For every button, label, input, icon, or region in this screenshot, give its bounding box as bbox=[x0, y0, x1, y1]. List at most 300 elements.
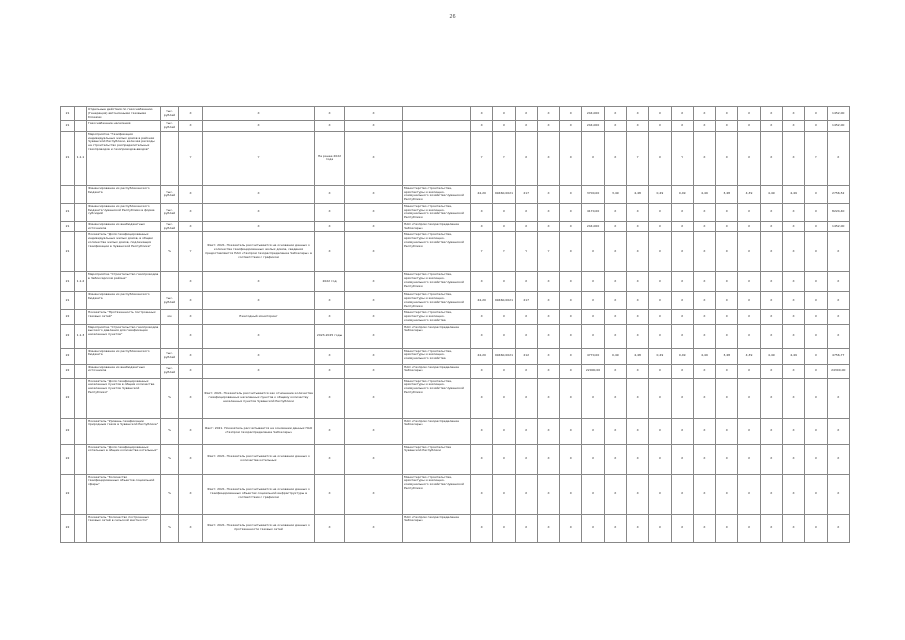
source-cell: Х bbox=[345, 131, 403, 185]
sub-index bbox=[75, 348, 87, 364]
row-index: 22 bbox=[61, 474, 75, 514]
value-cell: Х bbox=[515, 324, 537, 348]
value-cell: Х bbox=[782, 514, 804, 542]
responsible-cell bbox=[403, 121, 471, 132]
period-cell: Х bbox=[315, 121, 345, 132]
type-cell: Y bbox=[179, 131, 203, 185]
value-cell: Х bbox=[493, 310, 515, 324]
value-cell: Х bbox=[738, 324, 760, 348]
row-index: 21 bbox=[61, 232, 75, 272]
value-cell: Х bbox=[671, 474, 693, 514]
value-cell: Х bbox=[738, 121, 760, 132]
value-cell: Х bbox=[604, 272, 626, 292]
value-cell: Y bbox=[626, 131, 648, 185]
value-cell: Х bbox=[626, 292, 648, 310]
type-cell: Х bbox=[179, 324, 203, 348]
type-cell: Х bbox=[179, 444, 203, 474]
method-cell: Факт: 2021. Показатель рассчитывается как отношение количества газифицированных населенных пунктов к общему количеству населенных пунктов Чувашской Республики bbox=[203, 378, 315, 418]
unit-cell: тыс. рублей bbox=[161, 292, 179, 310]
responsible-cell bbox=[403, 107, 471, 121]
value-cell: Х bbox=[537, 474, 559, 514]
table-row bbox=[61, 348, 850, 364]
unit-cell: тыс. рублей bbox=[161, 121, 179, 132]
value-cell: Х bbox=[805, 444, 827, 474]
value-cell: 4,39 bbox=[738, 348, 760, 364]
sub-index: 1.1.1 bbox=[75, 131, 87, 185]
value-cell: Х bbox=[805, 514, 827, 542]
item-name: Показатель "Протяженность построенных газовых сетей" bbox=[87, 310, 161, 324]
type-cell: X bbox=[179, 203, 203, 221]
value-cell: Х bbox=[493, 203, 515, 221]
value-cell: Х bbox=[537, 121, 559, 132]
value-cell: Х bbox=[827, 310, 850, 324]
value-cell: Х bbox=[560, 292, 582, 310]
source-cell: Х bbox=[345, 292, 403, 310]
value-cell: Х bbox=[649, 364, 671, 378]
value-cell: Х bbox=[671, 107, 693, 121]
value-cell: 3700,00 bbox=[582, 185, 604, 203]
value-cell: Х bbox=[671, 444, 693, 474]
value-cell: Х bbox=[493, 272, 515, 292]
period-cell: Х bbox=[315, 232, 345, 272]
value-cell: Х bbox=[626, 364, 648, 378]
value-cell: Х bbox=[604, 474, 626, 514]
method-cell: Факт: 2021. Показатель рассчитывается на основании данных ПАО «Газпром газораспределение Чебоксары» bbox=[203, 418, 315, 444]
row-index: 22 bbox=[61, 444, 75, 474]
value-cell: Y bbox=[493, 131, 515, 185]
value-cell: Х bbox=[805, 378, 827, 418]
value-cell: Х bbox=[560, 348, 582, 364]
value-cell: Х bbox=[560, 514, 582, 542]
value-cell: 3,49 bbox=[604, 185, 626, 203]
value-cell: Х bbox=[693, 221, 715, 232]
row-index: 22 bbox=[61, 514, 75, 542]
value-cell: Х bbox=[649, 121, 671, 132]
item-name: Показатель "Количество построенных газовых сетей в сельской местности" bbox=[87, 514, 161, 542]
row-index: 22 bbox=[61, 324, 75, 348]
value-cell: 244,000 bbox=[582, 107, 604, 121]
value-cell: Х bbox=[471, 418, 493, 444]
value-cell: Х bbox=[626, 121, 648, 132]
value-cell: Х bbox=[560, 131, 582, 185]
value-cell: Х bbox=[626, 232, 648, 272]
sub-index bbox=[75, 232, 87, 272]
value-cell: 0,49 bbox=[649, 348, 671, 364]
item-name: Показатель "Доля газифицированных индивидуальных жилых домов, в общем количестве жилых домов, подлежащих газификации в Чувашской Республике" bbox=[87, 232, 161, 272]
value-cell: Х bbox=[827, 444, 850, 474]
value-cell: Х bbox=[760, 324, 782, 348]
value-cell: Х bbox=[671, 418, 693, 444]
value-cell: Х bbox=[805, 221, 827, 232]
value-cell: Х bbox=[515, 131, 537, 185]
value-cell: 44,20 bbox=[471, 185, 493, 203]
item-name: Финансирование из внебюджетных источников bbox=[87, 221, 161, 232]
sub-index bbox=[75, 364, 87, 378]
value-cell: Х bbox=[582, 514, 604, 542]
value-cell: Х bbox=[582, 292, 604, 310]
item-name: Отдельные действия по газоснабжению (Генерация) автономными газовыми блоками bbox=[87, 107, 161, 121]
value-cell: Х bbox=[760, 232, 782, 272]
method-cell: Х bbox=[203, 324, 315, 348]
value-cell: 4756,77 bbox=[827, 348, 850, 364]
value-cell: Х bbox=[537, 185, 559, 203]
sub-index: 1.1.2 bbox=[75, 272, 87, 292]
value-cell: Х bbox=[693, 364, 715, 378]
value-cell: Х bbox=[493, 324, 515, 348]
source-cell: Х bbox=[345, 324, 403, 348]
value-cell: Х bbox=[738, 418, 760, 444]
unit-cell: % bbox=[161, 232, 179, 272]
value-cell: Х bbox=[515, 272, 537, 292]
value-cell: Х bbox=[760, 418, 782, 444]
value-cell: Х bbox=[760, 121, 782, 132]
value-cell: Х bbox=[716, 418, 738, 444]
value-cell: Х bbox=[604, 107, 626, 121]
value-cell: Х bbox=[805, 364, 827, 378]
value-cell: Х bbox=[805, 203, 827, 221]
method-cell: Х bbox=[203, 292, 315, 310]
sub-index bbox=[75, 221, 87, 232]
value-cell: Х bbox=[716, 232, 738, 272]
value-cell: Х bbox=[716, 444, 738, 474]
value-cell: Х bbox=[760, 203, 782, 221]
unit-cell: % bbox=[161, 474, 179, 514]
value-cell: Х bbox=[760, 474, 782, 514]
value-cell: Х bbox=[537, 364, 559, 378]
value-cell: Х bbox=[716, 203, 738, 221]
value-cell: Х bbox=[626, 310, 648, 324]
value-cell: 44,20 bbox=[471, 292, 493, 310]
type-cell: X bbox=[179, 292, 203, 310]
method-cell: Y bbox=[203, 131, 315, 185]
value-cell: Х bbox=[827, 418, 850, 444]
value-cell: Х bbox=[671, 292, 693, 310]
period-cell: 2022 год bbox=[315, 272, 345, 292]
unit-cell: тыс. рублей bbox=[161, 203, 179, 221]
method-cell: Ежегодный мониторинг bbox=[203, 310, 315, 324]
value-cell: Х bbox=[738, 292, 760, 310]
source-cell: Х bbox=[345, 418, 403, 444]
unit-cell: тыс. рублей bbox=[161, 185, 179, 203]
value-cell: Х bbox=[693, 232, 715, 272]
value-cell: Х bbox=[515, 221, 537, 232]
sub-index bbox=[75, 203, 87, 221]
sub-index bbox=[75, 514, 87, 542]
value-cell: Х bbox=[649, 203, 671, 221]
table-row bbox=[61, 185, 850, 203]
value-cell: Х bbox=[782, 364, 804, 378]
value-cell: Х bbox=[760, 378, 782, 418]
value-cell: Х bbox=[649, 107, 671, 121]
sub-index bbox=[75, 418, 87, 444]
value-cell: Х bbox=[716, 121, 738, 132]
sub-index bbox=[75, 185, 87, 203]
responsible-cell bbox=[403, 131, 471, 185]
value-cell: 2756,52 bbox=[827, 185, 850, 203]
value-cell: Х bbox=[716, 272, 738, 292]
value-cell: Х bbox=[693, 378, 715, 418]
value-cell: Х bbox=[671, 272, 693, 292]
value-cell: Y bbox=[471, 131, 493, 185]
value-cell: Х bbox=[626, 203, 648, 221]
value-cell: Х bbox=[560, 232, 582, 272]
value-cell: Х bbox=[693, 131, 715, 185]
row-index: 22 bbox=[61, 348, 75, 364]
value-cell: Х bbox=[760, 364, 782, 378]
value-cell: Х bbox=[493, 364, 515, 378]
value-cell: Х bbox=[560, 121, 582, 132]
responsible-cell: Министерство строительства, архитектуры и жилищно-коммунального хозяйства Чувашской Республики bbox=[403, 185, 471, 203]
table-row bbox=[61, 364, 850, 378]
method-cell: Х bbox=[203, 121, 315, 132]
period-cell: Х bbox=[315, 203, 345, 221]
value-cell: Х bbox=[782, 221, 804, 232]
value-cell: Х bbox=[827, 232, 850, 272]
value-cell: Х bbox=[537, 378, 559, 418]
source-cell: Х bbox=[345, 121, 403, 132]
table-row bbox=[61, 324, 850, 348]
value-cell: Х bbox=[471, 203, 493, 221]
value-cell: Х bbox=[827, 272, 850, 292]
value-cell: Х bbox=[693, 310, 715, 324]
item-name: Мероприятие "Газификация индивидуальных жилых домов в районах Чувашской Республики, включая расходы на строительство распределительных газопроводов и газопроводов-вводов" bbox=[87, 131, 161, 185]
page-number: 26 bbox=[449, 14, 456, 20]
method-cell: Х bbox=[203, 221, 315, 232]
value-cell: Х bbox=[582, 272, 604, 292]
value-cell: 244,000 bbox=[582, 221, 604, 232]
value-cell: Х bbox=[716, 221, 738, 232]
type-cell: X bbox=[179, 364, 203, 378]
table-row bbox=[61, 107, 850, 121]
value-cell: Х bbox=[805, 107, 827, 121]
unit-cell: км bbox=[161, 310, 179, 324]
source-cell: Х bbox=[345, 474, 403, 514]
row-index: 21 bbox=[61, 221, 75, 232]
value-cell: Х bbox=[782, 324, 804, 348]
value-cell: Х bbox=[515, 474, 537, 514]
source-cell: Х bbox=[345, 444, 403, 474]
value-cell: 4,49 bbox=[760, 348, 782, 364]
value-cell: Х bbox=[537, 272, 559, 292]
value-cell: 99460,0021 bbox=[493, 292, 515, 310]
source-cell: Х bbox=[345, 185, 403, 203]
table-row bbox=[61, 203, 850, 221]
type-cell: X bbox=[179, 185, 203, 203]
value-cell: Х bbox=[560, 203, 582, 221]
source-cell: Х bbox=[345, 232, 403, 272]
row-index: 22 bbox=[61, 364, 75, 378]
row-index: 21 bbox=[61, 272, 75, 292]
value-cell: Х bbox=[827, 131, 850, 185]
period-cell: Х bbox=[315, 292, 345, 310]
value-cell: Х bbox=[760, 131, 782, 185]
value-cell: Х bbox=[716, 310, 738, 324]
responsible-cell: ПАО «Газпром газораспределение Чебоксары» bbox=[403, 418, 471, 444]
value-cell: Х bbox=[671, 203, 693, 221]
unit-cell bbox=[161, 131, 179, 185]
value-cell: 4170,00 bbox=[582, 203, 604, 221]
period-cell: Х bbox=[315, 418, 345, 444]
item-name: Показатель "Количество газифицированных объектов социальной сферы" bbox=[87, 474, 161, 514]
value-cell: Х bbox=[649, 131, 671, 185]
value-cell: Х bbox=[626, 514, 648, 542]
period-cell: Х bbox=[315, 444, 345, 474]
unit-cell: тыс. рублей bbox=[161, 107, 179, 121]
row-index: 21 bbox=[61, 203, 75, 221]
value-cell: Х bbox=[604, 378, 626, 418]
responsible-cell: Министерство строительства, архитектуры и жилищно-коммунального хозяйства Чувашской Республики bbox=[403, 232, 471, 272]
responsible-cell: Министерство строительства, архитектуры и жилищно-коммунального хозяйства bbox=[403, 348, 471, 364]
value-cell: Х bbox=[671, 364, 693, 378]
value-cell: Х bbox=[649, 418, 671, 444]
value-cell: 99460,0021 bbox=[493, 348, 515, 364]
row-index: 21 bbox=[61, 121, 75, 132]
value-cell: 217 bbox=[515, 292, 537, 310]
method-cell: Факт: 2021. Показатель рассчитывается на основании данных о протяженности газовых сетей bbox=[203, 514, 315, 542]
method-cell: Факт: 2021. Показатель рассчитывается на основании данных о количестве котельных bbox=[203, 444, 315, 474]
value-cell: Х bbox=[560, 310, 582, 324]
item-name: Показатель "Доля газифицированных населенных пунктов в общем количестве населенных пунктов Чувашской Республики" bbox=[87, 378, 161, 418]
value-cell: Х bbox=[515, 418, 537, 444]
method-cell: Факт: 2021. Показатель рассчитывается на основании данных о газифицированных объектах социальной инфраструктуры в соответствии с графиком bbox=[203, 474, 315, 514]
row-index bbox=[61, 185, 75, 203]
value-cell: Х bbox=[604, 292, 626, 310]
row-index: 21 bbox=[61, 292, 75, 310]
value-cell: Х bbox=[671, 232, 693, 272]
item-name: Финансирование из республиканского бюджета bbox=[87, 185, 161, 203]
source-cell: Х bbox=[345, 310, 403, 324]
table-row bbox=[61, 310, 850, 324]
value-cell: Х bbox=[604, 514, 626, 542]
period-cell: Х bbox=[315, 221, 345, 232]
value-cell: Y bbox=[537, 232, 559, 272]
value-cell: Х bbox=[604, 418, 626, 444]
value-cell: Х bbox=[671, 121, 693, 132]
item-name: Показатель "Доля газифицированных котельных в общем количестве котельных" bbox=[87, 444, 161, 474]
unit-cell: % bbox=[161, 418, 179, 444]
responsible-cell: Министерство строительства, архитектуры и жилищно-коммунального хозяйства Чувашской Республики bbox=[403, 378, 471, 418]
program-activities-table bbox=[60, 106, 850, 543]
value-cell: Х bbox=[604, 444, 626, 474]
value-cell: Х bbox=[738, 232, 760, 272]
value-cell: Х bbox=[515, 514, 537, 542]
value-cell: Х bbox=[582, 232, 604, 272]
value-cell: 1452,00 bbox=[827, 121, 850, 132]
responsible-cell: Министерство строительства, архитектуры и жилищно-коммунального хозяйства Чувашской Республики bbox=[403, 203, 471, 221]
type-cell: X bbox=[179, 348, 203, 364]
value-cell: Х bbox=[471, 107, 493, 121]
value-cell: 217 bbox=[515, 185, 537, 203]
value-cell: Х bbox=[471, 378, 493, 418]
value-cell: Х bbox=[493, 474, 515, 514]
unit-cell bbox=[161, 324, 179, 348]
value-cell: Х bbox=[560, 474, 582, 514]
table-row bbox=[61, 292, 850, 310]
responsible-cell: Министерство строительства, архитектуры и жилищно-коммунального хозяйства Чувашской Республики bbox=[403, 272, 471, 292]
value-cell: Х bbox=[649, 514, 671, 542]
value-cell: Х bbox=[471, 514, 493, 542]
period-cell: Х bbox=[315, 364, 345, 378]
value-cell: Y bbox=[671, 131, 693, 185]
source-cell: Х bbox=[345, 107, 403, 121]
value-cell: Х bbox=[560, 272, 582, 292]
value-cell: Х bbox=[827, 378, 850, 418]
table-row bbox=[61, 514, 850, 542]
value-cell: Х bbox=[827, 474, 850, 514]
value-cell: Х bbox=[671, 378, 693, 418]
value-cell: Х bbox=[805, 121, 827, 132]
value-cell: 4,49 bbox=[693, 348, 715, 364]
responsible-cell: Министерство строительства, архитектуры и жилищно-коммунального хозяйства bbox=[403, 310, 471, 324]
value-cell: Х bbox=[471, 364, 493, 378]
value-cell: 244,000 bbox=[582, 121, 604, 132]
value-cell: 0,49 bbox=[671, 185, 693, 203]
value-cell: 44,20 bbox=[471, 348, 493, 364]
period-cell: Х bbox=[315, 348, 345, 364]
value-cell: 3,48 bbox=[716, 348, 738, 364]
table-row bbox=[61, 221, 850, 232]
value-cell: Х bbox=[760, 514, 782, 542]
value-cell: 4,39 bbox=[738, 185, 760, 203]
value-cell: Х bbox=[582, 131, 604, 185]
value-cell: Х bbox=[782, 107, 804, 121]
value-cell: Х bbox=[515, 121, 537, 132]
value-cell: Х bbox=[582, 310, 604, 324]
value-cell: Х bbox=[626, 221, 648, 232]
table-row bbox=[61, 121, 850, 132]
value-cell: 22000,00 bbox=[582, 364, 604, 378]
value-cell: Х bbox=[649, 474, 671, 514]
value-cell: Х bbox=[782, 131, 804, 185]
value-cell: Х bbox=[560, 185, 582, 203]
responsible-cell: Министерство строительства, архитектуры и жилищно-коммунального хозяйства Чувашской Республики bbox=[403, 474, 471, 514]
source-cell: Х bbox=[345, 364, 403, 378]
period-cell: Х bbox=[315, 310, 345, 324]
responsible-cell: ПАО «Газпром газораспределение Чебоксары» bbox=[403, 514, 471, 542]
value-cell: Х bbox=[582, 444, 604, 474]
value-cell: Х bbox=[537, 221, 559, 232]
value-cell: Х bbox=[827, 324, 850, 348]
value-cell: 0,49 bbox=[604, 348, 626, 364]
period-cell: 2023-2025 годы bbox=[315, 324, 345, 348]
item-name: Финансирование из республиканского бюджета bbox=[87, 292, 161, 310]
value-cell: Х bbox=[716, 514, 738, 542]
period-cell: Х bbox=[315, 514, 345, 542]
unit-cell: % bbox=[161, 444, 179, 474]
row-index: 21 bbox=[61, 131, 75, 185]
value-cell: Х bbox=[738, 444, 760, 474]
value-cell: Х bbox=[471, 121, 493, 132]
item-name: Финансирование из республиканского бюджета bbox=[87, 348, 161, 364]
value-cell: Y bbox=[805, 131, 827, 185]
method-cell: Факт: 2021. Показатель рассчитывается на основании данных о количестве газифицированных жилых домов, сведения предоставляются ПАО «Газпром газораспределение Чебоксары» в соответствии с графиком bbox=[203, 232, 315, 272]
value-cell: Х bbox=[716, 107, 738, 121]
value-cell: Х bbox=[716, 131, 738, 185]
value-cell: Х bbox=[805, 310, 827, 324]
source-cell: Х bbox=[345, 378, 403, 418]
value-cell: Х bbox=[626, 272, 648, 292]
type-cell: Х bbox=[179, 378, 203, 418]
value-cell: Х bbox=[515, 364, 537, 378]
table-body bbox=[61, 107, 850, 543]
value-cell: Х bbox=[716, 292, 738, 310]
value-cell: Х bbox=[560, 444, 582, 474]
responsible-cell: ПАО «Газпром газораспределение Чебоксары» bbox=[403, 364, 471, 378]
value-cell: Х bbox=[515, 310, 537, 324]
sub-index bbox=[75, 107, 87, 121]
value-cell: Х bbox=[782, 292, 804, 310]
period-cell: Не ранее 2022 года bbox=[315, 131, 345, 185]
